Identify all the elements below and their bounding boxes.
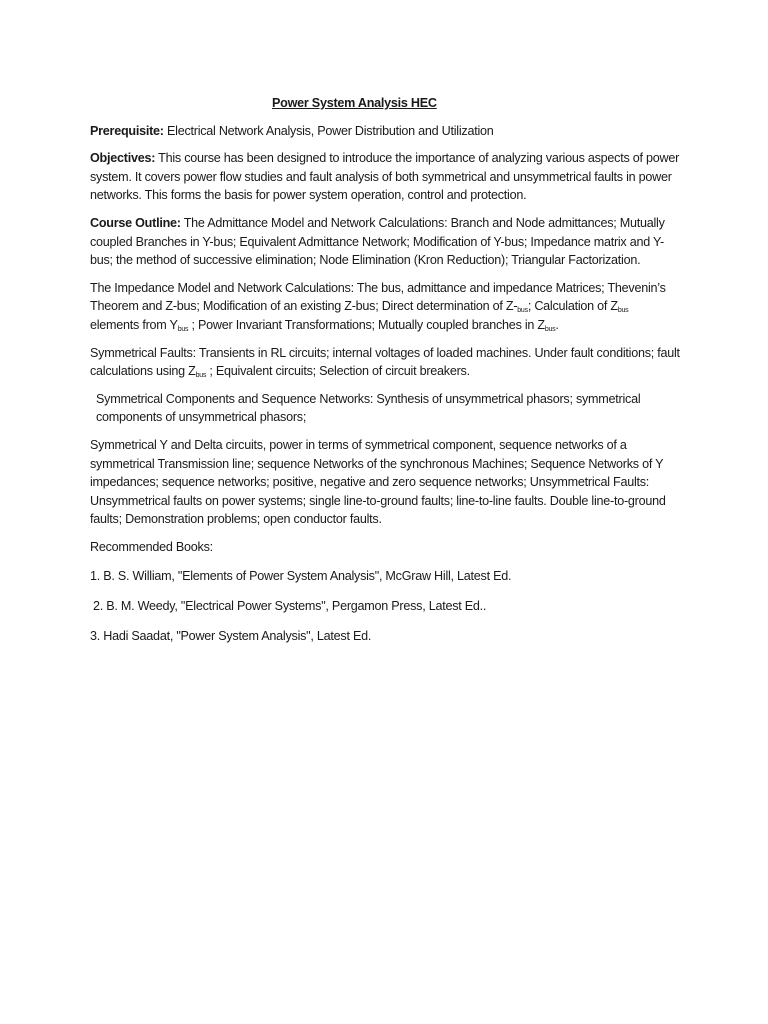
objectives-text: This course has been designed to introduce the importance of analyzing various aspects of power system. It covers power flow studies and fault analysis of both symmetrical and unsymmetrical faults in power networks. This forms the basis for power system operation, control and protection. bbox=[90, 151, 680, 203]
bus-subscript: bus bbox=[617, 307, 629, 315]
prerequisite-paragraph bbox=[90, 122, 680, 141]
book-item: 2. B. M. Weedy, "Electrical Power Systems", Pergamon Press, Latest Ed.. bbox=[93, 599, 487, 614]
books-heading: Recommended Books: bbox=[90, 539, 213, 554]
book-item: 3. Hadi Saadat, "Power System Analysis", Latest Ed. bbox=[90, 628, 372, 643]
delta-circuits-paragraph: Symmetrical Y and Delta circuits, power in terms of symmetrical component, sequence networks of a symmetrical Transmission line; sequence Networks of the synchronous Machines; Sequence Networks of Y impedances; sequence networks; positive, negative and zero sequence networks; Unsymmetrical Faults: Unsymmetrical faults on power systems; single line-to-ground faults; line-to-line faults. Double line-to-ground faults; Demonstration problems; open conductor faults. bbox=[90, 437, 666, 527]
book-item: 1. B. S. William, "Elements of Power System Analysis", McGraw Hill, Latest Ed. bbox=[90, 569, 512, 584]
course-outline-text: The Admittance Model and Network Calculations: Branch and Node admittances; Mutually coupled Branches in Y-bus; Equivalent Admittance Network; Modification of Y-bus; Impedance matrix and Y-bus; the method of successive elimination; Node Elimination (Kron Reduction); Triangular Factorization. bbox=[90, 215, 665, 268]
components-paragraph: Symmetrical Components and Sequence Networks: Synthesis of unsymmetrical phasors; symmetrical components of unsymmetrical phasors; bbox=[96, 391, 641, 425]
impedance-text-1: The Impedance Model and Network Calculations: The bus, admittance and impedance Matrices; Thevenin’s Theorem and Z-bus; Modification of an existing Z-bus; Direct determination of Z- bbox=[90, 280, 666, 314]
impedance-model-paragraph bbox=[90, 279, 680, 335]
faults-text-1: Symmetrical Faults: Transients in RL circuits; internal voltages of loaded machines. Under fault conditions; fault calculations using Z bbox=[90, 345, 680, 379]
bus-subscript: bus bbox=[177, 325, 189, 333]
document-title: Power System Analysis HEC bbox=[272, 96, 437, 110]
document-body bbox=[90, 94, 680, 654]
bus-subscript: bus bbox=[195, 372, 207, 380]
impedance-text-3: elements from Y bbox=[90, 317, 178, 332]
objectives-label: Objectives: bbox=[90, 151, 156, 166]
prerequisite-label: Prerequisite: bbox=[90, 123, 164, 138]
bus-subscript: bus bbox=[517, 307, 528, 315]
course-outline-label: Course Outline: bbox=[90, 215, 181, 230]
impedance-text-5: . bbox=[555, 317, 559, 332]
impedance-text-4: ; Power Invariant Transformations; Mutually coupled branches in Z bbox=[188, 317, 545, 332]
objectives-paragraph bbox=[90, 149, 680, 205]
course-outline-paragraph bbox=[90, 214, 680, 270]
prerequisite-text: Electrical Network Analysis, Power Distribution and Utilization bbox=[163, 123, 494, 138]
impedance-text-2: ; Calculation of Z bbox=[527, 299, 618, 314]
symmetrical-faults-paragraph bbox=[90, 344, 680, 381]
bus-subscript: bus bbox=[544, 325, 556, 333]
faults-text-2: ; Equivalent circuits; Selection of circuit breakers. bbox=[206, 364, 470, 379]
